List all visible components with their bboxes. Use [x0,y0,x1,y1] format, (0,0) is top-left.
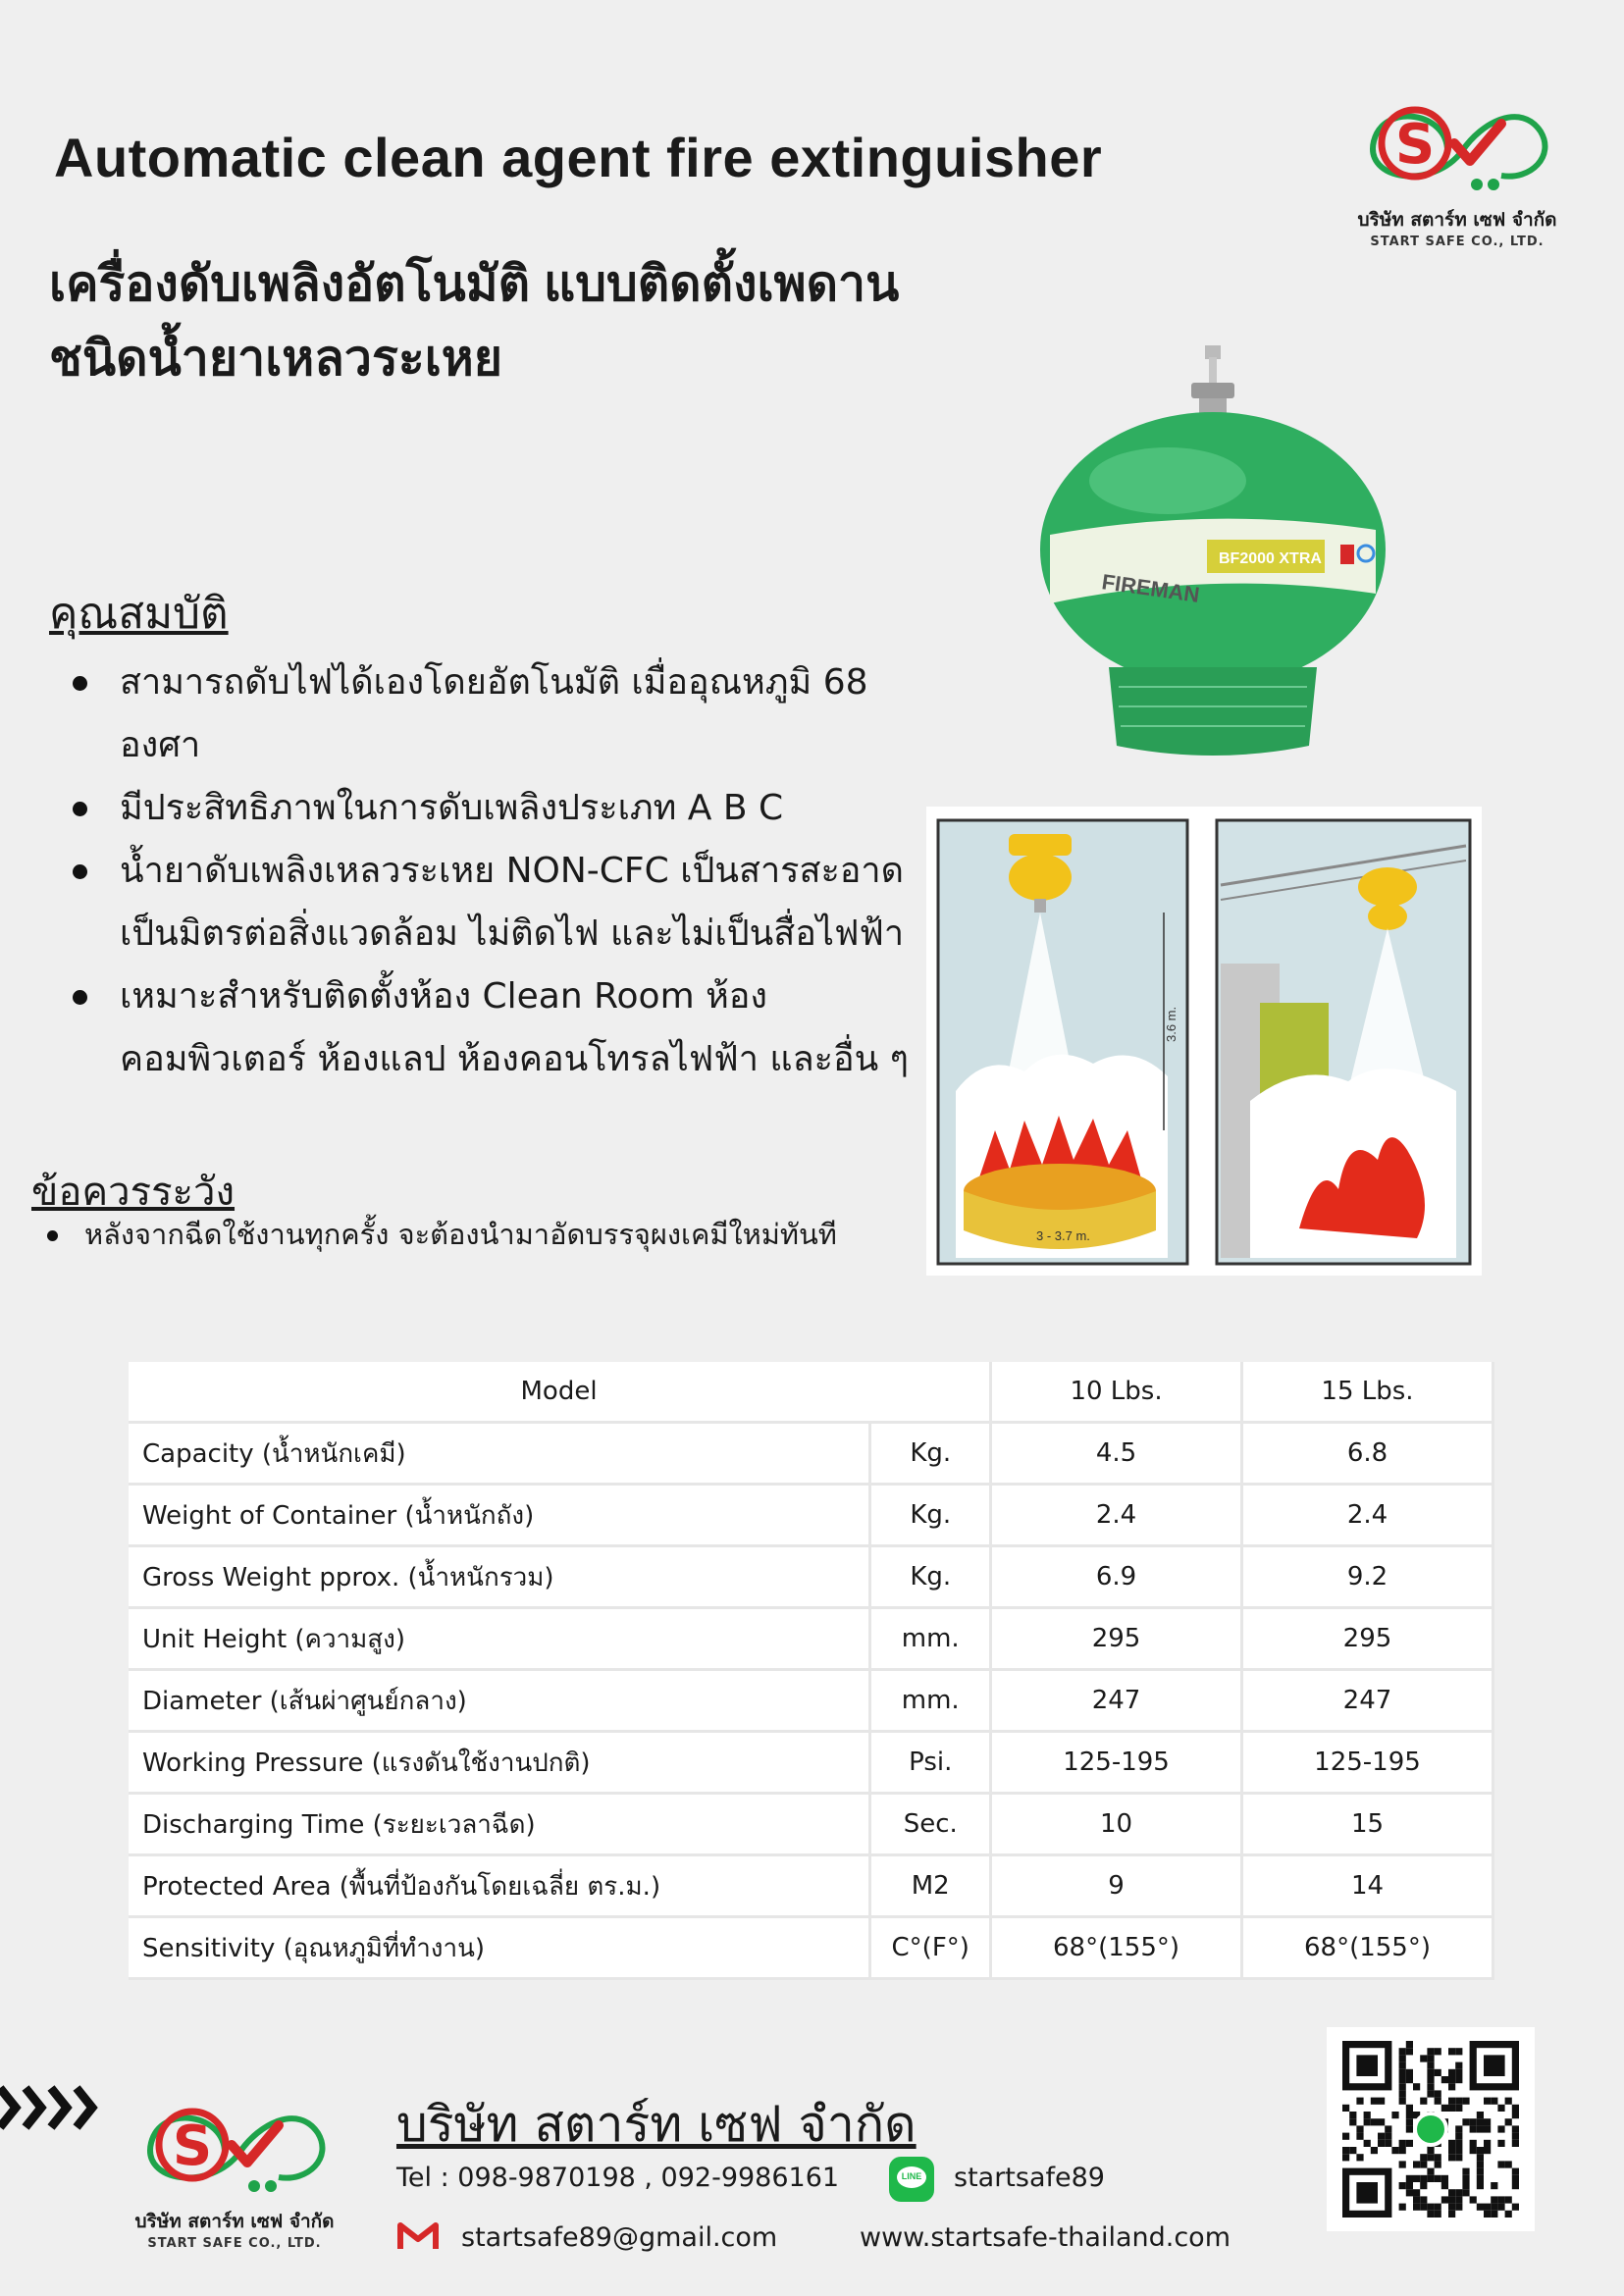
table-row [129,1424,1494,1486]
illustration-width-label: 3 - 3.7 m. [1036,1228,1090,1243]
row-unit: mm. [871,1671,992,1733]
svg-text:S: S [172,2114,213,2178]
row-value-15lbs: 9.2 [1243,1547,1494,1609]
svg-text:S: S [1394,113,1436,177]
row-value-15lbs: 247 [1243,1671,1494,1733]
row-name: Diameter (เส้นผ่าศูนย์กลาง) [129,1671,871,1733]
table-header-model: Model [129,1362,992,1424]
row-name: Weight of Container (น้ำหนักถัง) [129,1486,871,1547]
table-header-row [129,1362,1494,1424]
row-name: Sensitivity (อุณหภูมิที่ทำงาน) [129,1918,871,1980]
row-unit: M2 [871,1856,992,1918]
row-value-10lbs: 9 [992,1856,1243,1918]
row-value-10lbs: 6.9 [992,1547,1243,1609]
table-row [129,1795,1494,1856]
label-brand: FIREMAN [1100,569,1202,607]
row-value-10lbs: 247 [992,1671,1243,1733]
illustration-height-label: 3.6 m. [1164,1006,1179,1042]
row-name: Working Pressure (แรงดันใช้งานปกติ) [129,1733,871,1795]
list-item: สามารถดับไฟได้เองโดยอัตโนมัติ เมื่ออุณหภูมิ 68 องศา [71,652,915,777]
qr-code [1327,2027,1535,2231]
row-unit: Kg. [871,1424,992,1486]
table-header-10lbs: 10 Lbs. [992,1362,1243,1424]
footer-line-id[interactable]: startsafe89 [954,2163,1105,2193]
row-unit: mm. [871,1609,992,1671]
row-value-10lbs: 10 [992,1795,1243,1856]
row-value-10lbs: 4.5 [992,1424,1243,1486]
row-name: Gross Weight pprox. (น้ำหนักรวม) [129,1547,871,1609]
row-value-15lbs: 14 [1243,1856,1494,1918]
table-row [129,1733,1494,1795]
row-unit: C°(F°) [871,1918,992,1980]
footer-email[interactable]: startsafe89@gmail.com [461,2222,778,2253]
caution-list [43,1213,837,1256]
start-safe-logo-icon [1354,82,1560,200]
company-logo-footer [131,2084,338,2251]
label-model: BF2000 XTRA [1219,550,1322,567]
row-value-10lbs: 2.4 [992,1486,1243,1547]
page-title-th-line1: เครื่องดับเพลิงอัตโนมัติ แบบติดตั้งเพดาน [49,256,900,311]
page-title-th-line2: ชนิดน้ำยาเหลวระเหย [49,331,503,386]
row-value-10lbs: 68°(155°) [992,1918,1243,1980]
line-icon: LINE [889,2157,934,2202]
row-value-15lbs: 125-195 [1243,1733,1494,1795]
table-header-15lbs: 15 Lbs. [1243,1362,1494,1424]
page-title-en: Automatic clean agent fire extinguisher [54,127,1103,188]
row-unit: Sec. [871,1795,992,1856]
chevron-arrows-icon [0,2078,108,2142]
table-row [129,1547,1494,1609]
table-row [129,1609,1494,1671]
list-item: เหมาะสำหรับติดตั้งห้อง Clean Room ห้อง คอมพิวเตอร์ ห้องแลป ห้องคอนโทรลไฟฟ้า และอื่น ๆ [71,965,915,1091]
row-unit: Kg. [871,1486,992,1547]
product-image [1030,343,1393,775]
table-row [129,1486,1494,1547]
logo-name-en: START SAFE CO., LTD. [1370,235,1545,249]
gmail-icon [396,2219,440,2258]
spec-table [129,1362,1494,1980]
row-value-15lbs: 295 [1243,1609,1494,1671]
company-logo-top [1354,82,1560,249]
footer-website[interactable]: www.startsafe-thailand.com [860,2222,1231,2253]
row-value-10lbs: 125-195 [992,1733,1243,1795]
footer-company-name: บริษัท สตาร์ท เซฟ จำกัด [396,2096,917,2153]
row-value-15lbs: 68°(155°) [1243,1918,1494,1980]
row-value-15lbs: 15 [1243,1795,1494,1856]
row-unit: Kg. [871,1547,992,1609]
logo-name-en: START SAFE CO., LTD. [147,2236,322,2251]
properties-list [71,652,915,1091]
logo-name-th: บริษัท สตาร์ท เซฟ จำกัด [1357,209,1557,231]
list-item: หลังจากฉีดใช้งานทุกครั้ง จะต้องนำมาอัดบรรจุผงเคมีใหม่ทันที [43,1213,837,1256]
logo-name-th: บริษัท สตาร์ท เซฟ จำกัด [134,2211,335,2232]
table-row [129,1671,1494,1733]
caution-heading: ข้อควรระวัง [31,1170,236,1215]
row-name: Capacity (น้ำหนักเคมี) [129,1424,871,1486]
table-row [129,1918,1494,1980]
table-row [129,1856,1494,1918]
row-value-15lbs: 6.8 [1243,1424,1494,1486]
footer-tel: Tel : 098-9870198 , 092-9986161 [396,2163,840,2193]
start-safe-logo-icon [131,2084,338,2202]
list-item: น้ำยาดับเพลิงเหลวระเหย NON-CFC เป็นสารสะอาด เป็นมิตรต่อสิ่งแวดล้อม ไม่ติดไฟ และไม่เป็นสื่อไฟฟ้า [71,840,915,965]
row-value-10lbs: 295 [992,1609,1243,1671]
installation-illustration [926,807,1482,1276]
row-name: Unit Height (ความสูง) [129,1609,871,1671]
list-item: มีประสิทธิภาพในการดับเพลิงประเภท A B C [71,777,915,840]
row-name: Discharging Time (ระยะเวลาฉีด) [129,1795,871,1856]
row-value-15lbs: 2.4 [1243,1486,1494,1547]
properties-heading: คุณสมบัติ [49,589,229,639]
row-name: Protected Area (พื้นที่ป้องกันโดยเฉลี่ย ตร.ม.) [129,1856,871,1918]
row-unit: Psi. [871,1733,992,1795]
